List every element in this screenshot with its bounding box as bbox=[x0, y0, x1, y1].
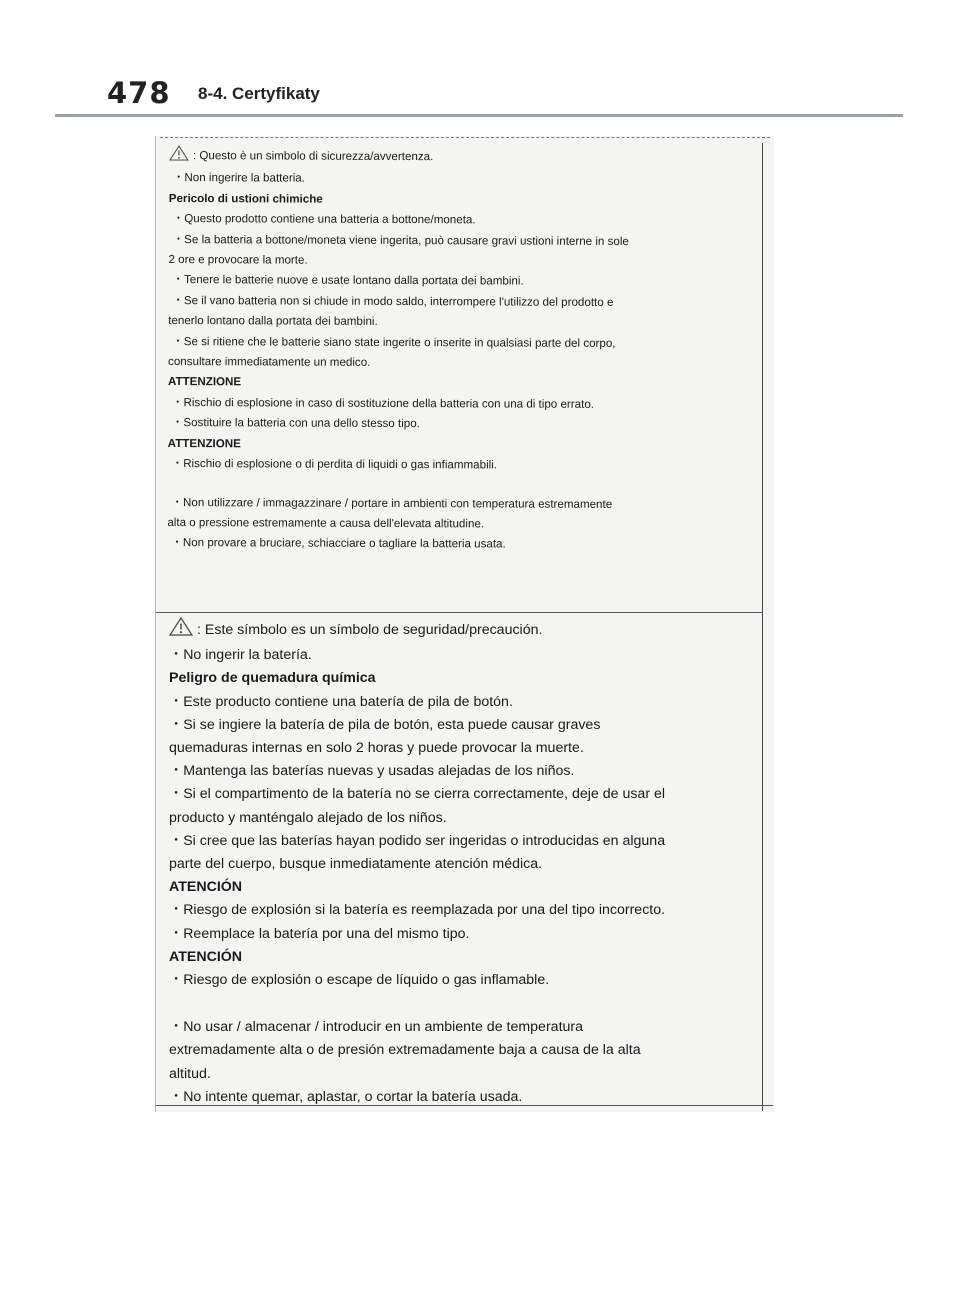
italian-line: consultare immediatamente un medico. bbox=[168, 355, 371, 369]
spanish-line: ・Mantenga las baterías nuevas y usadas alejadas de los niños. bbox=[169, 763, 575, 780]
scan-right-border bbox=[762, 143, 763, 1111]
warning-triangle-icon bbox=[169, 145, 189, 168]
italian-line: 2 ore e provocare la morte. bbox=[168, 253, 308, 267]
italian-line: ・Non utilizzare / immagazzinare / portare in ambienti con temperatura estremamente bbox=[171, 495, 613, 511]
language-divider bbox=[156, 612, 763, 613]
spanish-line: ・Si cree que las baterías hayan podido ser ingeridas o introducidas en alguna bbox=[169, 832, 666, 849]
page-header bbox=[0, 0, 960, 120]
spanish-line: ・Si se ingiere la batería de pila de botón, esta puede causar graves bbox=[169, 716, 601, 733]
section-title: 8-4. Certyfikaty bbox=[198, 84, 320, 103]
spanish-line: ・No intente quemar, aplastar, o cortar la batería usada. bbox=[169, 1088, 523, 1105]
spanish-symbol-text: : Este símbolo es un símbolo de seguridad/precaución. bbox=[197, 622, 543, 638]
italian-line: ・Tenere le batterie nuove e usate lontano dalla portata dei bambini. bbox=[172, 273, 524, 288]
spanish-line: parte del cuerpo, busque inmediatamente atención médica. bbox=[169, 856, 543, 873]
spanish-line: ・No ingerir la batería. bbox=[169, 647, 312, 664]
spanish-symbol-line bbox=[169, 617, 749, 644]
italian-heading: Pericolo di ustioni chimiche bbox=[168, 191, 323, 206]
italian-line: ・Sostituire la batteria con una dello stesso tipo. bbox=[171, 416, 420, 431]
spanish-line: ・Riesgo de explosión si la batería es reemplazada por una del tipo incorrecto. bbox=[169, 902, 666, 919]
italian-line: alta o pressione estremamente a causa dell'elevata altitudine. bbox=[167, 515, 485, 531]
italian-line: ・Rischio di esplosione o di perdita di liquidi o gas infiammabili. bbox=[171, 457, 498, 472]
italian-line: tenerlo lontano dalla portata dei bambini. bbox=[168, 314, 378, 329]
italian-warning-text bbox=[167, 145, 744, 556]
italian-heading: ATTENZIONE bbox=[167, 375, 242, 389]
spanish-line: ・Riesgo de explosión o escape de líquido o gas inflamable. bbox=[169, 972, 550, 989]
spanish-line: altitud. bbox=[169, 1065, 211, 1082]
italian-line: ・Se si ritiene che le batterie siano state ingerite o inserite in qualsiasi parte del corpo, bbox=[172, 334, 616, 350]
page-number: 478 bbox=[107, 76, 171, 110]
spanish-line: ・Este producto contiene una batería de pila de botón. bbox=[169, 693, 513, 710]
spanish-line: ・No usar / almacenar / introducir en un ambiente de temperatura bbox=[169, 1019, 584, 1036]
italian-line: ・Se la batteria a bottone/moneta viene ingerita, può causare gravi ustioni interne in sole bbox=[172, 232, 629, 248]
italian-symbol-line bbox=[169, 145, 744, 171]
spanish-line: producto y manténgalo alejado de los niños. bbox=[169, 809, 447, 826]
spanish-heading: ATENCIÓN bbox=[169, 879, 243, 896]
italian-line: ・Non ingerire la batteria. bbox=[172, 171, 305, 185]
italian-symbol-text: : Questo è un simbolo di sicurezza/avvertenza. bbox=[192, 149, 434, 164]
italian-line: ・Rischio di esplosione in caso di sostituzione della batteria con una di tipo errato. bbox=[171, 395, 595, 411]
header-rule bbox=[55, 114, 903, 117]
spanish-heading: Peligro de quemadura química bbox=[169, 670, 376, 687]
scan-top-border bbox=[160, 137, 770, 138]
spanish-line: quemaduras internas en solo 2 horas y puede provocar la muerte. bbox=[169, 740, 584, 757]
spanish-line: extremadamente alta o de presión extremadamente baja a causa de la alta bbox=[169, 1042, 641, 1059]
italian-line: ・Non provare a bruciare, schiacciare o tagliare la batteria usata. bbox=[171, 536, 506, 551]
spanish-line: ・Reemplace la batería por una del mismo tipo. bbox=[169, 925, 470, 942]
warning-triangle-icon bbox=[169, 617, 193, 644]
italian-line: ・Se il vano batteria non si chiude in modo saldo, interrompere l'utilizzo del prodotto e bbox=[172, 293, 614, 309]
spanish-spacer bbox=[169, 992, 749, 1016]
spanish-heading: ATENCIÓN bbox=[169, 948, 243, 965]
italian-heading: ATTENZIONE bbox=[167, 436, 241, 451]
italian-line: ・Questo prodotto contiene una batteria a bottone/moneta. bbox=[172, 212, 476, 227]
spanish-warning-text bbox=[169, 617, 749, 1109]
spanish-line: ・Si el compartimento de la batería no se cierra correctamente, deje de usar el bbox=[169, 786, 666, 803]
